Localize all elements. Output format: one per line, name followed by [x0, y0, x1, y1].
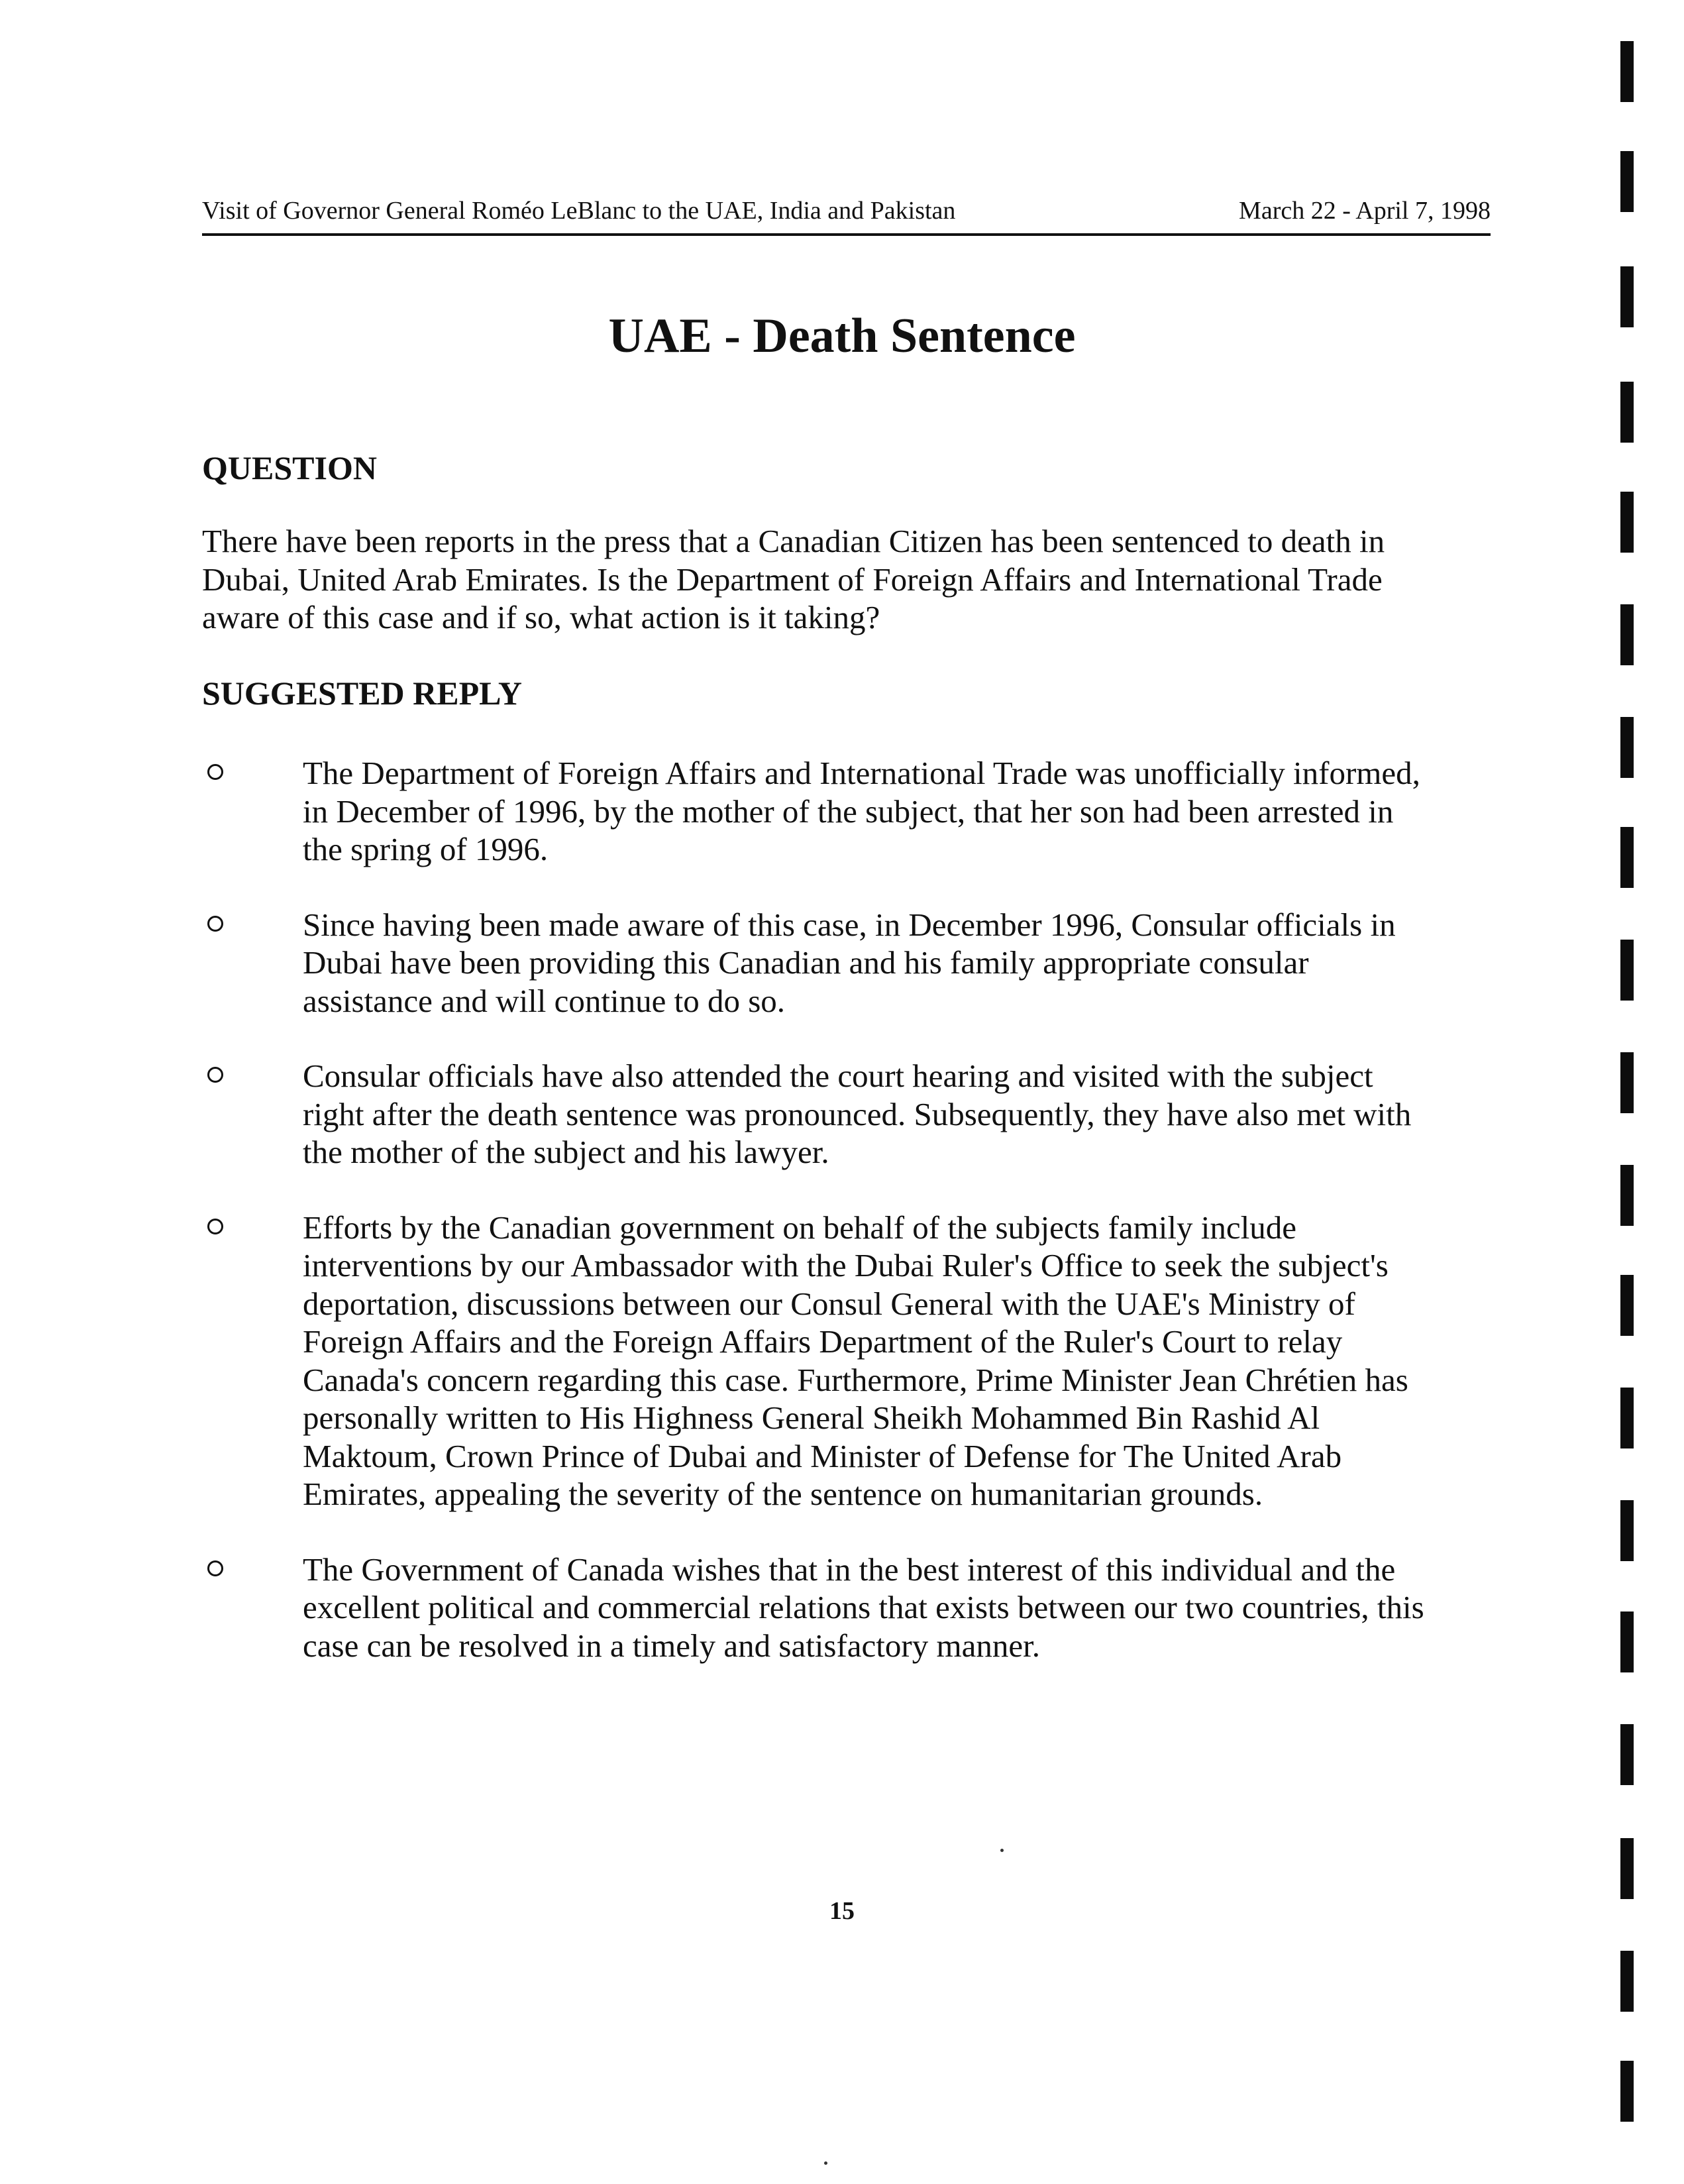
- question-heading: QUESTION: [202, 449, 377, 486]
- scan-mark: [1620, 1500, 1634, 1561]
- reply-line: in December of 1996, by the mother of the subject, that her son had been arrested in: [303, 792, 1394, 830]
- reply-line: The Government of Canada wishes that in the best interest of this individual and the: [303, 1551, 1396, 1588]
- scan-mark: [1620, 1951, 1634, 2012]
- reply-list: [202, 754, 1494, 1702]
- circle-bullet-icon: [207, 916, 223, 932]
- scan-mark: [1620, 604, 1634, 665]
- reply-line: right after the death sentence was pronounced. Subsequently, they have also met with: [303, 1095, 1412, 1132]
- circle-bullet-icon: [207, 1219, 223, 1234]
- reply-line: excellent political and commercial relations that exists between our two countries, this: [303, 1589, 1424, 1625]
- scan-mark: [1620, 1165, 1634, 1226]
- header-dates: March 22 - April 7, 1998: [1239, 197, 1491, 225]
- reply-line: case can be resolved in a timely and satisfactory manner.: [303, 1627, 1040, 1664]
- reply-item: [202, 1209, 1494, 1513]
- scan-speck: [1000, 1849, 1004, 1852]
- reply-item-text: [303, 1551, 1494, 1665]
- scan-mark: [1620, 1275, 1634, 1336]
- scan-mark: [1620, 151, 1634, 212]
- scan-mark: [1620, 41, 1634, 102]
- reply-line: personally written to His Highness General Sheikh Mohammed Bin Rashid Al: [303, 1399, 1320, 1436]
- reply-line: Efforts by the Canadian government on behalf of the subjects family include: [303, 1209, 1296, 1246]
- suggested-reply-heading: SUGGESTED REPLY: [202, 675, 523, 712]
- scan-mark: [1620, 382, 1634, 443]
- circle-bullet-icon: [207, 764, 223, 780]
- scan-mark: [1620, 940, 1634, 1001]
- scan-mark: [1620, 1838, 1634, 1899]
- reply-item: [202, 754, 1494, 869]
- reply-line: interventions by our Ambassador with the Dubai Ruler's Office to seek the subject's: [303, 1247, 1389, 1283]
- scan-mark: [1620, 1388, 1634, 1448]
- scan-mark: [1620, 717, 1634, 778]
- reply-line: Emirates, appealing the severity of the sentence on humanitarian grounds.: [303, 1476, 1263, 1512]
- reply-line: deportation, discussions between our Consul General with the UAE's Ministry of: [303, 1285, 1355, 1322]
- reply-line: the mother of the subject and his lawyer.: [303, 1134, 829, 1170]
- scan-mark: [1620, 492, 1634, 553]
- reply-line: Canada's concern regarding this case. Furthermore, Prime Minister Jean Chrétien has: [303, 1361, 1408, 1398]
- circle-bullet-icon: [207, 1560, 223, 1576]
- question-line: There have been reports in the press that a Canadian Citizen has been sentenced to death in: [202, 523, 1385, 559]
- scan-mark: [1620, 1724, 1634, 1785]
- reply-item: [202, 1057, 1494, 1172]
- reply-line: Dubai have been providing this Canadian and his family appropriate consular: [303, 944, 1309, 981]
- page-number: 15: [829, 1897, 855, 1925]
- scan-mark: [1620, 2061, 1634, 2122]
- scan-mark: [1620, 1052, 1634, 1113]
- question-line: Dubai, United Arab Emirates. Is the Department of Foreign Affairs and International Trade: [202, 561, 1383, 598]
- reply-item: [202, 906, 1494, 1020]
- scan-speck: [824, 2161, 827, 2165]
- reply-line: the spring of 1996.: [303, 831, 549, 867]
- reply-line: Foreign Affairs and the Foreign Affairs Department of the Ruler's Court to relay: [303, 1323, 1343, 1360]
- scan-mark: [1620, 827, 1634, 888]
- question-line: aware of this case and if so, what action is it taking?: [202, 599, 880, 635]
- reply-line: Consular officials have also attended the court hearing and visited with the subject: [303, 1058, 1373, 1094]
- question-body: [202, 522, 1494, 637]
- scan-mark: [1620, 1611, 1634, 1672]
- reply-line: The Department of Foreign Affairs and International Trade was unofficially informed,: [303, 755, 1420, 791]
- page-title: UAE - Death Sentence: [608, 309, 1076, 363]
- header-title: Visit of Governor General Roméo LeBlanc to the UAE, India and Pakistan: [202, 197, 956, 225]
- reply-item: [202, 1551, 1494, 1665]
- circle-bullet-icon: [207, 1067, 223, 1083]
- reply-item-text: [303, 1057, 1494, 1172]
- reply-line: Maktoum, Crown Prince of Dubai and Minister of Defense for The United Arab: [303, 1437, 1342, 1474]
- reply-line: assistance and will continue to do so.: [303, 982, 786, 1019]
- reply-line: Since having been made aware of this case, in December 1996, Consular officials in: [303, 906, 1396, 943]
- reply-item-text: [303, 1209, 1494, 1513]
- reply-item-text: [303, 754, 1494, 869]
- running-header: [202, 193, 1491, 236]
- reply-item-text: [303, 906, 1494, 1020]
